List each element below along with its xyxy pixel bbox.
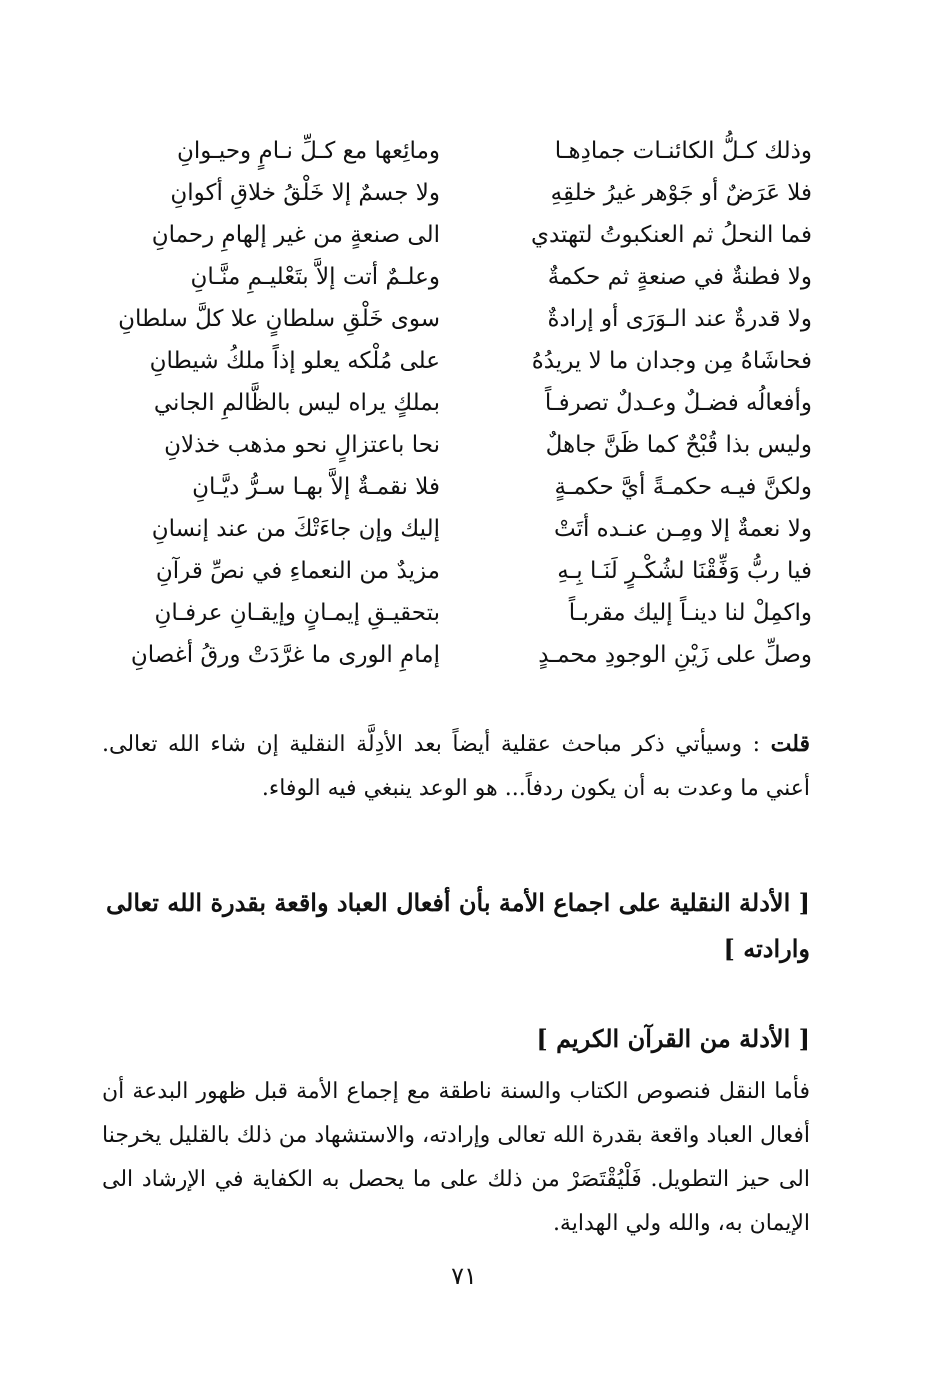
verse-first-hemistich: وأفعالُه فضـلٌ وعـدلٌ تصرفـاً	[544, 390, 812, 416]
verse-first-hemistich: وليس بذا قُبْحٌ كما ظَنَّ جاهلٌ	[545, 432, 812, 458]
poem-verse	[100, 130, 812, 172]
verse-first-hemistich: فحاشَاهُ مِن وجدان ما لا يريدُهُ	[531, 348, 812, 374]
verse-first-hemistich: ولكنَّ فيـه حكمـةً أيَّ حكمـةٍ	[554, 474, 812, 500]
verse-second-hemistich: فلا نقمـةٌ إلاَّ بهـا سـرُّ ديَّـانِ	[192, 474, 440, 500]
verse-second-hemistich: إمامِ الورى ما غرَّدَتْ ورقُ أغصانِ	[130, 642, 440, 668]
verse-first-hemistich: ولا فطنةٌ في صنعةٍ ثم حكمةٌ	[547, 264, 812, 290]
poem-verse	[100, 424, 812, 466]
verse-first-hemistich: وصلِّ على زَيْنِ الوجودِ محمـدٍ	[538, 642, 812, 668]
poem-verse	[100, 382, 812, 424]
verse-second-hemistich: على مُلْكه يعلو إذاً ملكُ شيطانِ	[149, 348, 440, 374]
subsection-title: [ الأدلة من القرآن الكريم ]	[536, 1024, 810, 1053]
poem-verse	[100, 340, 812, 382]
poem-verse	[100, 634, 812, 676]
verse-second-hemistich: إليك وإن جاءَتْكَ من عند إنسانِ	[151, 516, 440, 542]
verse-second-hemistich: ومائِعها مع كـلِّ نـامٍ وحيـوانِ	[176, 138, 440, 164]
poem-verse	[100, 172, 812, 214]
poem	[100, 130, 812, 676]
verse-second-hemistich: نحا باعتزالٍ نحو مذهب خذلانِ	[164, 432, 440, 458]
verse-first-hemistich: فما النحلُ ثم العنكبوتُ لتهتدي	[530, 222, 812, 248]
verse-first-hemistich: واكمِلْ لنا دينـاً إليك مقربـاً	[568, 600, 812, 626]
poem-verse	[100, 592, 812, 634]
verse-first-hemistich: فيا ربُّ وَفِّقْنَا لشُكْـرٍ لَنَـا بِـهِ	[557, 558, 812, 584]
poem-verse	[100, 466, 812, 508]
poem-verse	[100, 298, 812, 340]
note-lead: قلت	[770, 731, 810, 757]
poem-verse	[100, 256, 812, 298]
verse-second-hemistich: ولا جسمٌ إلا خَلْقُ خلاقِ أكوانِ	[170, 180, 440, 206]
poem-verse	[100, 508, 812, 550]
verse-first-hemistich: وذلك كـلُّ الكائنـات جمادِهـا	[554, 138, 812, 164]
section-title: [ الأدلة النقلية على اجماع الأمة بأن أفعال العباد واقعة بقدرة الله تعالى وارادته ]	[106, 888, 810, 963]
verse-first-hemistich: ولا نعمةٌ إلا ومِـن عنـده أتَتْ	[554, 516, 812, 542]
verse-first-hemistich: ولا قدرةٌ عند الـوَرَى أو إرادةٌ	[547, 306, 812, 332]
poem-verse	[100, 550, 812, 592]
verse-second-hemistich: الى صنعةٍ من غير إلهامِ رحمانِ	[151, 222, 440, 248]
verse-first-hemistich: فلا عَرَضٌ أو جَوْهر غيرُ خلقِهِ	[550, 180, 812, 206]
note-paragraph	[102, 722, 810, 811]
verse-second-hemistich: بملكٍ يراه ليس بالظَّالمِ الجاني	[153, 390, 440, 416]
page-number: ٧١	[451, 1262, 477, 1290]
verse-second-hemistich: وعلـمٌ أتت إلاَّ بتَعْليـمِ منَّـانِ	[190, 264, 440, 290]
body-paragraph: فأما النقل فنصوص الكتاب والسنة ناطقة مع إجماع الأمة قبل ظهور البدعة أن أفعال العباد واقعة بقدرة الله تعالى وإرادته، والاستشهاد من ذلك بالقليل يخرجنا الى حيز التطويل. فَلْيُقْتَصَرْ من ذلك على ما يحصل به الكفاية في الإرشاد الى الإيمان به، والله ولي الهداية.	[102, 1079, 810, 1236]
verse-second-hemistich: بتحقيـقِ إيمـانٍ وإيقـانِ عرفـانِ	[154, 600, 440, 626]
poem-verse	[100, 214, 812, 256]
note-text: : وسيأتي ذكر مباحث عقلية أيضاً بعد الأدِلَّة النقلية إن شاء الله تعالى. أعني ما وعدت به أن يكون ردفاً... هو الوعد ينبغي فيه الوفاء.	[102, 732, 810, 801]
verse-second-hemistich: مزيدٌ من النعماءِ في نصِّ قرآنِ	[155, 558, 440, 584]
verse-second-hemistich: سوى خَلْقِ سلطانٍ علا كلَّ سلطانِ	[118, 306, 440, 332]
